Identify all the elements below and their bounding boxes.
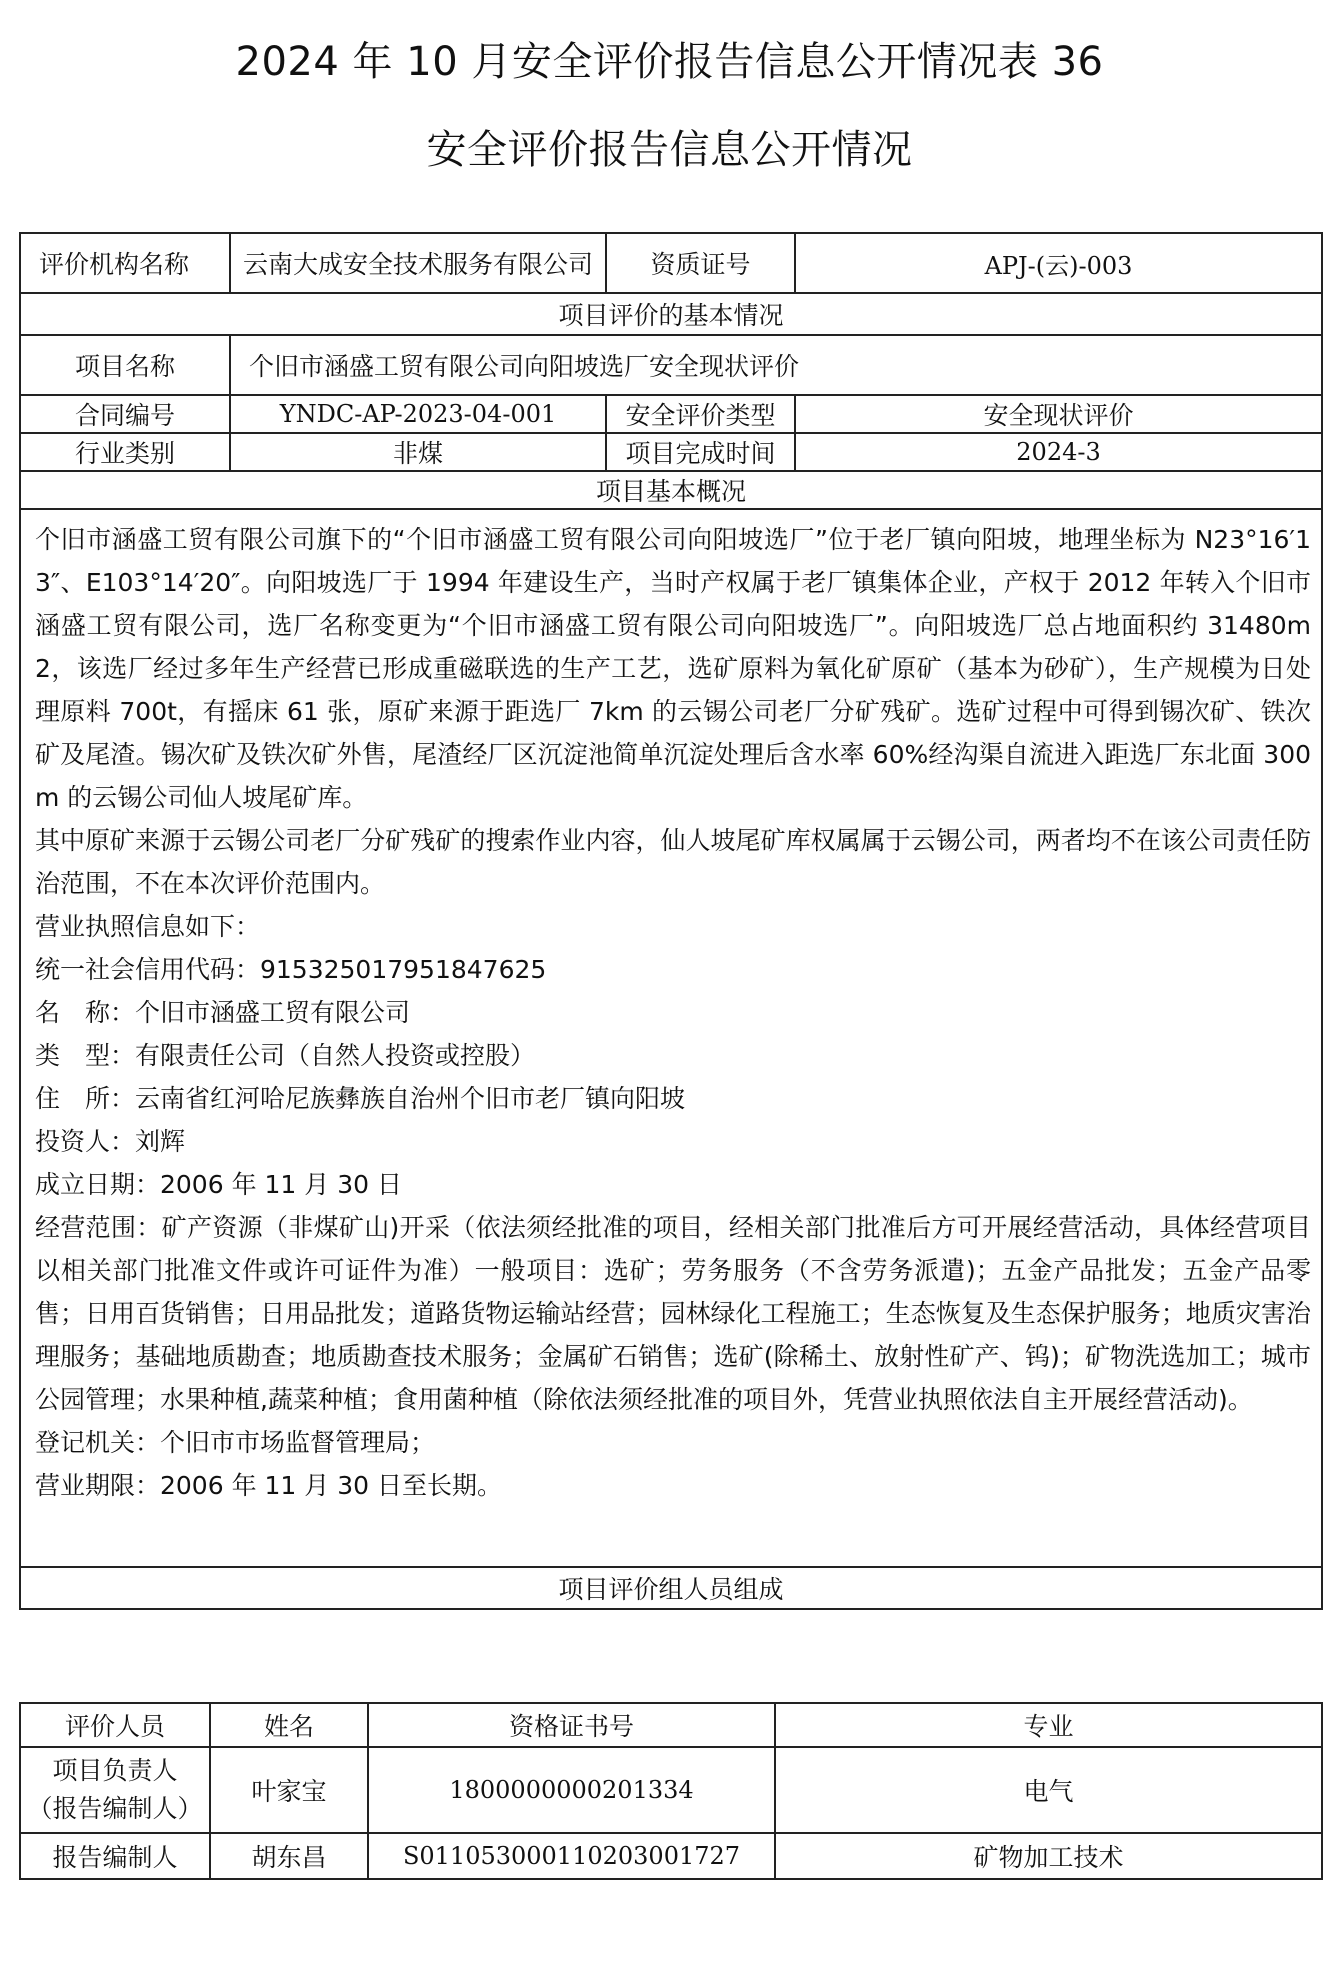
table-row — [20, 1833, 1322, 1879]
license-authority: 登记机关：个旧市市场监督管理局； — [35, 1428, 436, 1457]
table-row — [20, 1747, 1322, 1833]
contract-no-label: 合同编号 — [20, 395, 230, 433]
team-name: 叶家宝 — [210, 1747, 368, 1833]
industry-label: 行业类别 — [20, 433, 230, 471]
org-name-value: 云南大成安全技术服务有限公司 — [230, 233, 606, 293]
completion-label: 项目完成时间 — [606, 433, 795, 471]
team-cert: S011053000110203001727 — [368, 1833, 775, 1879]
contract-no-value: YNDC-AP-2023-04-001 — [230, 395, 606, 433]
license-investor: 投资人：刘辉 — [35, 1127, 186, 1156]
project-name-label: 项目名称 — [20, 335, 230, 395]
team-col-name: 姓名 — [210, 1703, 368, 1747]
team-major: 电气 — [775, 1747, 1322, 1833]
basic-section-header: 项目评价的基本情况 — [20, 293, 1322, 335]
eval-type-label: 安全评价类型 — [606, 395, 795, 433]
license-founded: 成立日期：2006 年 11 月 30 日 — [35, 1170, 402, 1199]
project-name-value: 个旧市涵盛工贸有限公司向阳坡选厂安全现状评价 — [230, 335, 1322, 395]
license-address: 住 所：云南省红河哈尼族彝族自治州个旧市老厂镇向阳坡 — [35, 1084, 686, 1113]
license-credit-code: 统一社会信用代码：915325017951847625 — [35, 955, 547, 984]
license-intro: 营业执照信息如下： — [35, 912, 261, 941]
license-scope: 经营范围：矿产资源（非煤矿山)开采（依法须经批准的项目，经相关部门批准后方可开展经营活动，具体经营项目以相关部门批准文件或许可证件为准）一般项目：选矿；劳务服务（不含劳务派遣)；五金产品批发；五金产品零售；日用百货销售；日用品批发；道路货物运输站经营；园林绿化工程施工；生态恢复及生态保护服务；地质灾害治理服务；基础地质勘查；地质勘查技术服务；金属矿石销售；选矿(除稀土、放射性矿产、钨)；矿物洗选加工；城市公园管理；水果种植,蔬菜种植；食用菌种植（除依法须经批准的项目外，凭营业执照依法自主开展经营活动)。 — [35, 1213, 1312, 1414]
team-col-role: 评价人员 — [20, 1703, 210, 1747]
document-subtitle: 安全评价报告信息公开情况 — [426, 127, 913, 173]
team-cert: 1800000000201334 — [368, 1747, 775, 1833]
org-row — [20, 233, 1322, 293]
team-section-header: 项目评价组人员组成 — [20, 1567, 1322, 1609]
completion-value: 2024-3 — [795, 433, 1322, 471]
license-term: 营业期限：2006 年 11 月 30 日至长期。 — [35, 1471, 502, 1500]
team-col-major: 专业 — [775, 1703, 1322, 1747]
overview-paragraph: 其中原矿来源于云锡公司老厂分矿残矿的搜索作业内容，仙人坡尾矿库权属属于云锡公司，两者均不在该公司责任防治范围，不在本次评价范围内。 — [35, 826, 1312, 898]
team-role-line: （报告编制人） — [27, 1794, 203, 1823]
team-header-row — [20, 1703, 1322, 1747]
overview-paragraph: 个旧市涵盛工贸有限公司旗下的“个旧市涵盛工贸有限公司向阳坡选厂”位于老厂镇向阳坡，地理坐标为 N23°16′13″、E103°14′20″。向阳坡选厂于 1994 年建设生产，当时产权属于老厂镇集体企业，产权于 2012 年转入个旧市涵盛工贸有限公司，选厂名称变更为“个旧市涵盛工贸有限公司向阳坡选厂”。向阳坡选厂总占地面积约 31480m2，该选厂经过多年生产经营已形成重磁联选的生产工艺，选矿原料为氧化矿原矿（基本为砂矿），生产规模为日处理原料 700t，有摇床 61 张，原矿来源于距选厂 7km 的云锡公司老厂分矿残矿。选矿过程中可得到锡次矿、铁次矿及尾渣。锡次矿及铁次矿外售，尾渣经厂区沉淀池简单沉淀处理后含水率 60%经沟渠自流进入距选厂东北面 300m 的云锡公司仙人坡尾矿库。 — [35, 525, 1312, 812]
license-company-name: 名 称：个旧市涵盛工贸有限公司 — [35, 998, 411, 1027]
cert-value: APJ-(云)-003 — [795, 233, 1322, 293]
overview-body — [20, 509, 1322, 1567]
overview-section-header: 项目基本概况 — [20, 471, 1322, 509]
industry-value: 非煤 — [230, 433, 606, 471]
team-role: 报告编制人 — [20, 1833, 210, 1879]
team-col-cert: 资格证书号 — [368, 1703, 775, 1747]
team-table — [19, 1702, 1323, 1880]
org-name-label: 评价机构名称 — [20, 233, 230, 293]
team-role-line: 项目负责人 — [52, 1756, 178, 1785]
license-type: 类 型：有限责任公司（自然人投资或控股） — [35, 1041, 536, 1070]
team-name: 胡东昌 — [210, 1833, 368, 1879]
team-role — [20, 1747, 210, 1833]
document-title: 2024 年 10 月安全评价报告信息公开情况表 36 — [235, 39, 1104, 85]
cert-label: 资质证号 — [606, 233, 795, 293]
team-major: 矿物加工技术 — [775, 1833, 1322, 1879]
disclosure-table — [19, 232, 1323, 1610]
eval-type-value: 安全现状评价 — [795, 395, 1322, 433]
